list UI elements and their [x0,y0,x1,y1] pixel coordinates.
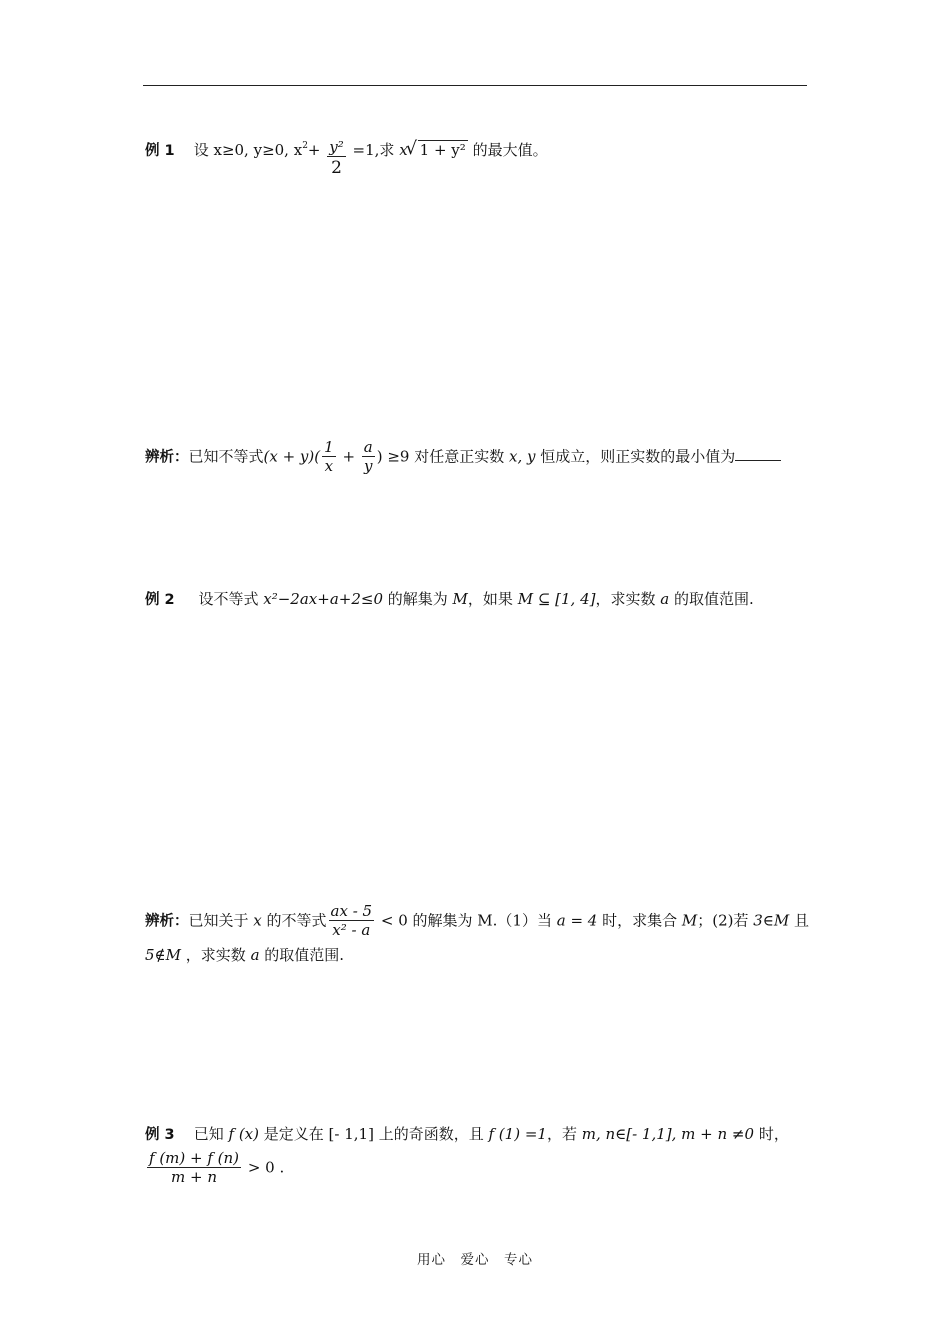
ex3-text-5: 时， [754,1125,789,1143]
ex2-text-2: 的解集为 [383,590,453,608]
discussion-2-line-2 [145,943,809,967]
ex3-text-3: 上的奇函数，且 [373,1125,489,1143]
ex2-text-3: ，如果 [467,590,518,608]
bx1-f1-num: 1 [324,438,334,456]
ex3-cond: m, n∈[- 1,1], m + n ≠0 [581,1125,755,1143]
ex1-text-2: + [307,141,326,159]
ex1-text-1: 设 x≥0, y≥0, x [193,141,303,159]
ex1-text-4: 的最大值。 [467,141,548,159]
bx1-expr-a: (x + y)( [263,447,321,466]
bx1-text-3: 恒成立，则正实数的最小值为 [535,447,736,466]
discussion-2 [145,902,809,967]
example-1 [145,138,548,179]
ex3-fx: f (x) [228,1125,259,1143]
bx1-f2-den: y [364,457,373,475]
ex3-fraction [147,1149,241,1188]
bx1-frac-2 [362,438,375,477]
bx2-x: x [253,911,262,930]
example-1-label: 例 1 [145,143,175,159]
discussion-1-label: 辨析： [145,449,189,466]
bx2-lt: < 0 [376,911,408,930]
ex1-frac-den: 2 [331,158,342,178]
ex3-text-2: 是定义在 [258,1125,329,1143]
bx2-text-3: 的解集为 M.（1）当 [407,911,557,930]
bx2-a: a [250,945,260,964]
ex1-sqrt [408,141,468,160]
bx2-text-2: 的不等式 [261,911,327,930]
example-2 [145,590,754,609]
bx2-line2-b: ，求实数 [181,945,251,964]
ex3-text-1: 已知 [193,1125,229,1143]
discussion-2-label: 辨析： [145,913,189,930]
ex2-text-1: 设不等式 [198,590,264,608]
ex1-sup: 2 [302,141,308,151]
ex2-a: a [660,590,670,608]
ex3-interval: [- 1,1] [328,1125,374,1143]
ex1-text-3: =1,求 [347,141,400,159]
ex3-text-4: ，若 [546,1125,582,1143]
ex3-frac-den: m + n [171,1168,218,1187]
bx1-text-1: 已知不等式 [188,447,264,466]
ex3-frac-num: f (m) + f (n) [149,1149,240,1168]
answer-blank [735,446,781,461]
ex3-gt: > 0 [243,1158,275,1177]
bx2-line2-c: 的取值范围. [259,945,345,964]
ex2-text-5: 的取值范围. [669,590,754,608]
discussion-1 [145,438,781,477]
ex1-x: x [399,141,408,159]
bx1-vars: x, y [509,447,536,466]
bx2-fraction [329,902,375,941]
header-rule [143,85,807,86]
example-3-line-2 [145,1149,789,1188]
ex3-text-6: . [274,1158,285,1177]
ex2-inequality: x²−2ax+a+2≤0 [263,590,383,608]
example-2-label: 例 2 [145,592,175,608]
bx2-text-1: 已知关于 [188,911,254,930]
bx1-plus: + [337,447,360,466]
ex1-frac-num: y² [329,138,344,156]
example-3-label: 例 3 [145,1127,175,1143]
bx1-f1-den: x [324,457,334,475]
ex1-sqrt-inner: 1 + y² [419,141,466,159]
ex3-f1: f (1) =1 [488,1125,547,1143]
bx2-a-eq: a = 4 [556,911,598,930]
bx1-text-2: 对任意正实数 [409,447,510,466]
example-3 [145,1122,789,1188]
discussion-2-line-1 [145,902,809,941]
bx2-frac-den: x² - a [332,921,371,939]
bx2-line2-a: 5∉M [145,945,182,964]
page-footer: 用心 爱心 专心 [417,1252,533,1268]
bx2-in3: 3∈M [753,911,790,930]
ex2-subset: M ⊆ [1, 4] [517,590,596,608]
bx1-frac-1 [322,438,336,477]
ex1-fraction [327,138,346,179]
bx2-M: M [681,911,698,930]
bx2-text-4: 时，求集合 [597,911,682,930]
bx1-f2-num: a [363,438,373,456]
ex2-text-4: ，求实数 [595,590,661,608]
bx1-expr-b: ) ≥9 [376,447,410,466]
bx2-frac-num: ax - 5 [330,902,373,920]
ex2-M: M [452,590,468,608]
bx2-text-6: 且 [789,911,810,930]
example-3-line-1 [145,1122,789,1147]
bx2-text-5: ；(2)若 [697,911,754,930]
